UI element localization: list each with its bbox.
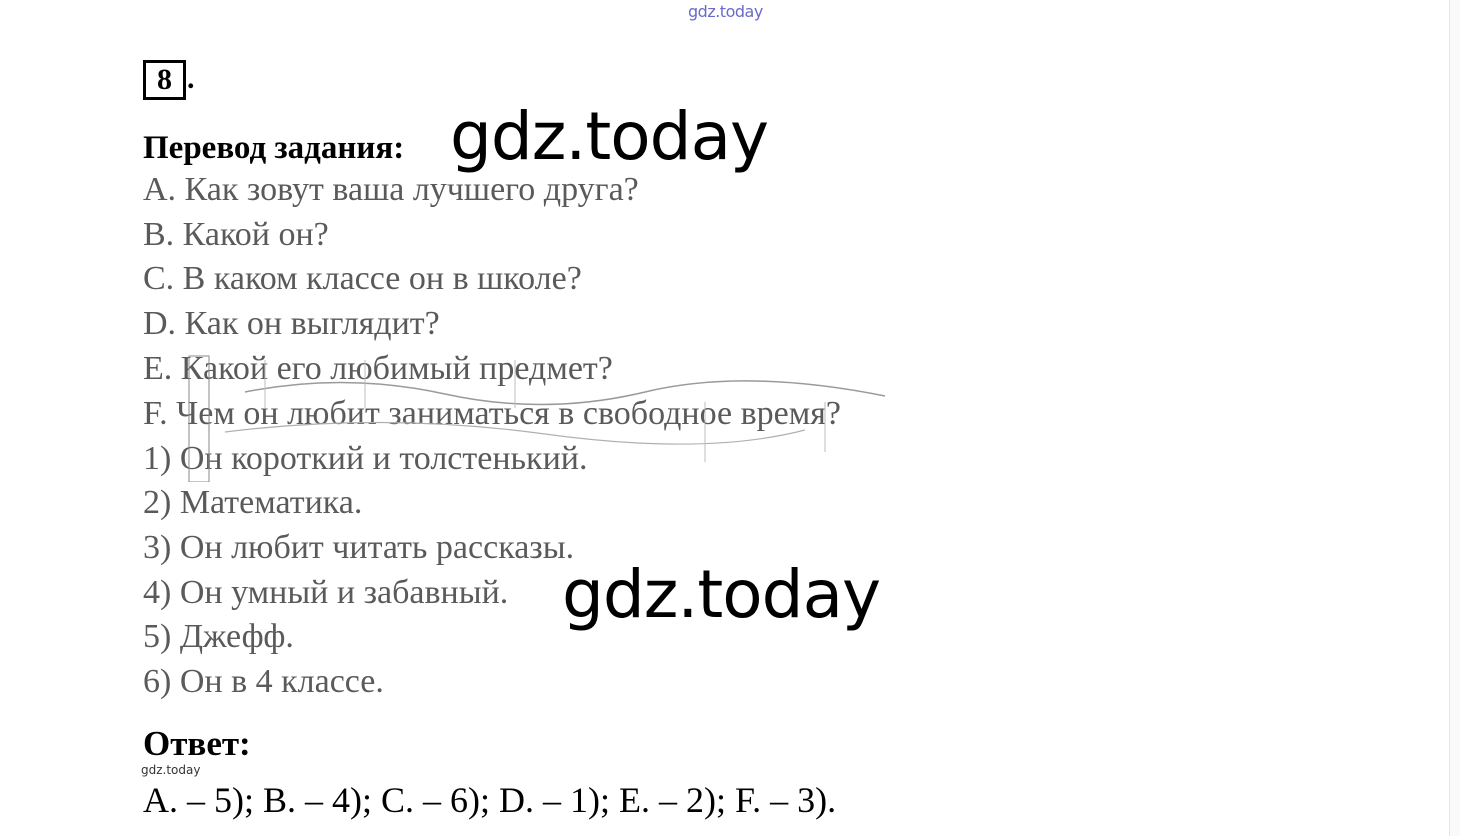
question-f: F. Чем он любит заниматься в свободное время?: [143, 395, 841, 432]
answer-item-4: 4) Он умный и забавный.: [143, 574, 509, 611]
question-a: A. Как зовут ваша лучшего друга?: [143, 171, 639, 208]
question-b: B. Какой он?: [143, 216, 329, 253]
watermark-big-1: gdz.today: [450, 98, 769, 175]
answer-item-6: 6) Он в 4 классе.: [143, 663, 384, 700]
translation-heading: Перевод задания:: [143, 130, 405, 166]
question-e: E. Какой его любимый предмет?: [143, 350, 613, 387]
answer-item-1: 1) Он короткий и толстенький.: [143, 440, 588, 477]
answer-item-2: 2) Математика.: [143, 484, 363, 521]
question-d: D. Как он выглядит?: [143, 305, 440, 342]
scrollbar[interactable]: [1449, 0, 1460, 836]
question-c: C. В каком классе он в школе?: [143, 260, 582, 297]
answer-item-3: 3) Он любит читать рассказы.: [143, 529, 575, 566]
watermark-top: gdz.today: [688, 2, 763, 21]
watermark-big-2: gdz.today: [562, 556, 881, 633]
answer-text: A. – 5); B. – 4); C. – 6); D. – 1); E. – 2); F. – 3).: [143, 780, 837, 820]
task-number: 8: [143, 60, 186, 100]
watermark-small: gdz.today: [141, 763, 201, 777]
answer-item-5: 5) Джефф.: [143, 618, 294, 655]
task-number-dot: .: [187, 62, 195, 95]
answer-heading: Ответ:: [143, 724, 251, 763]
